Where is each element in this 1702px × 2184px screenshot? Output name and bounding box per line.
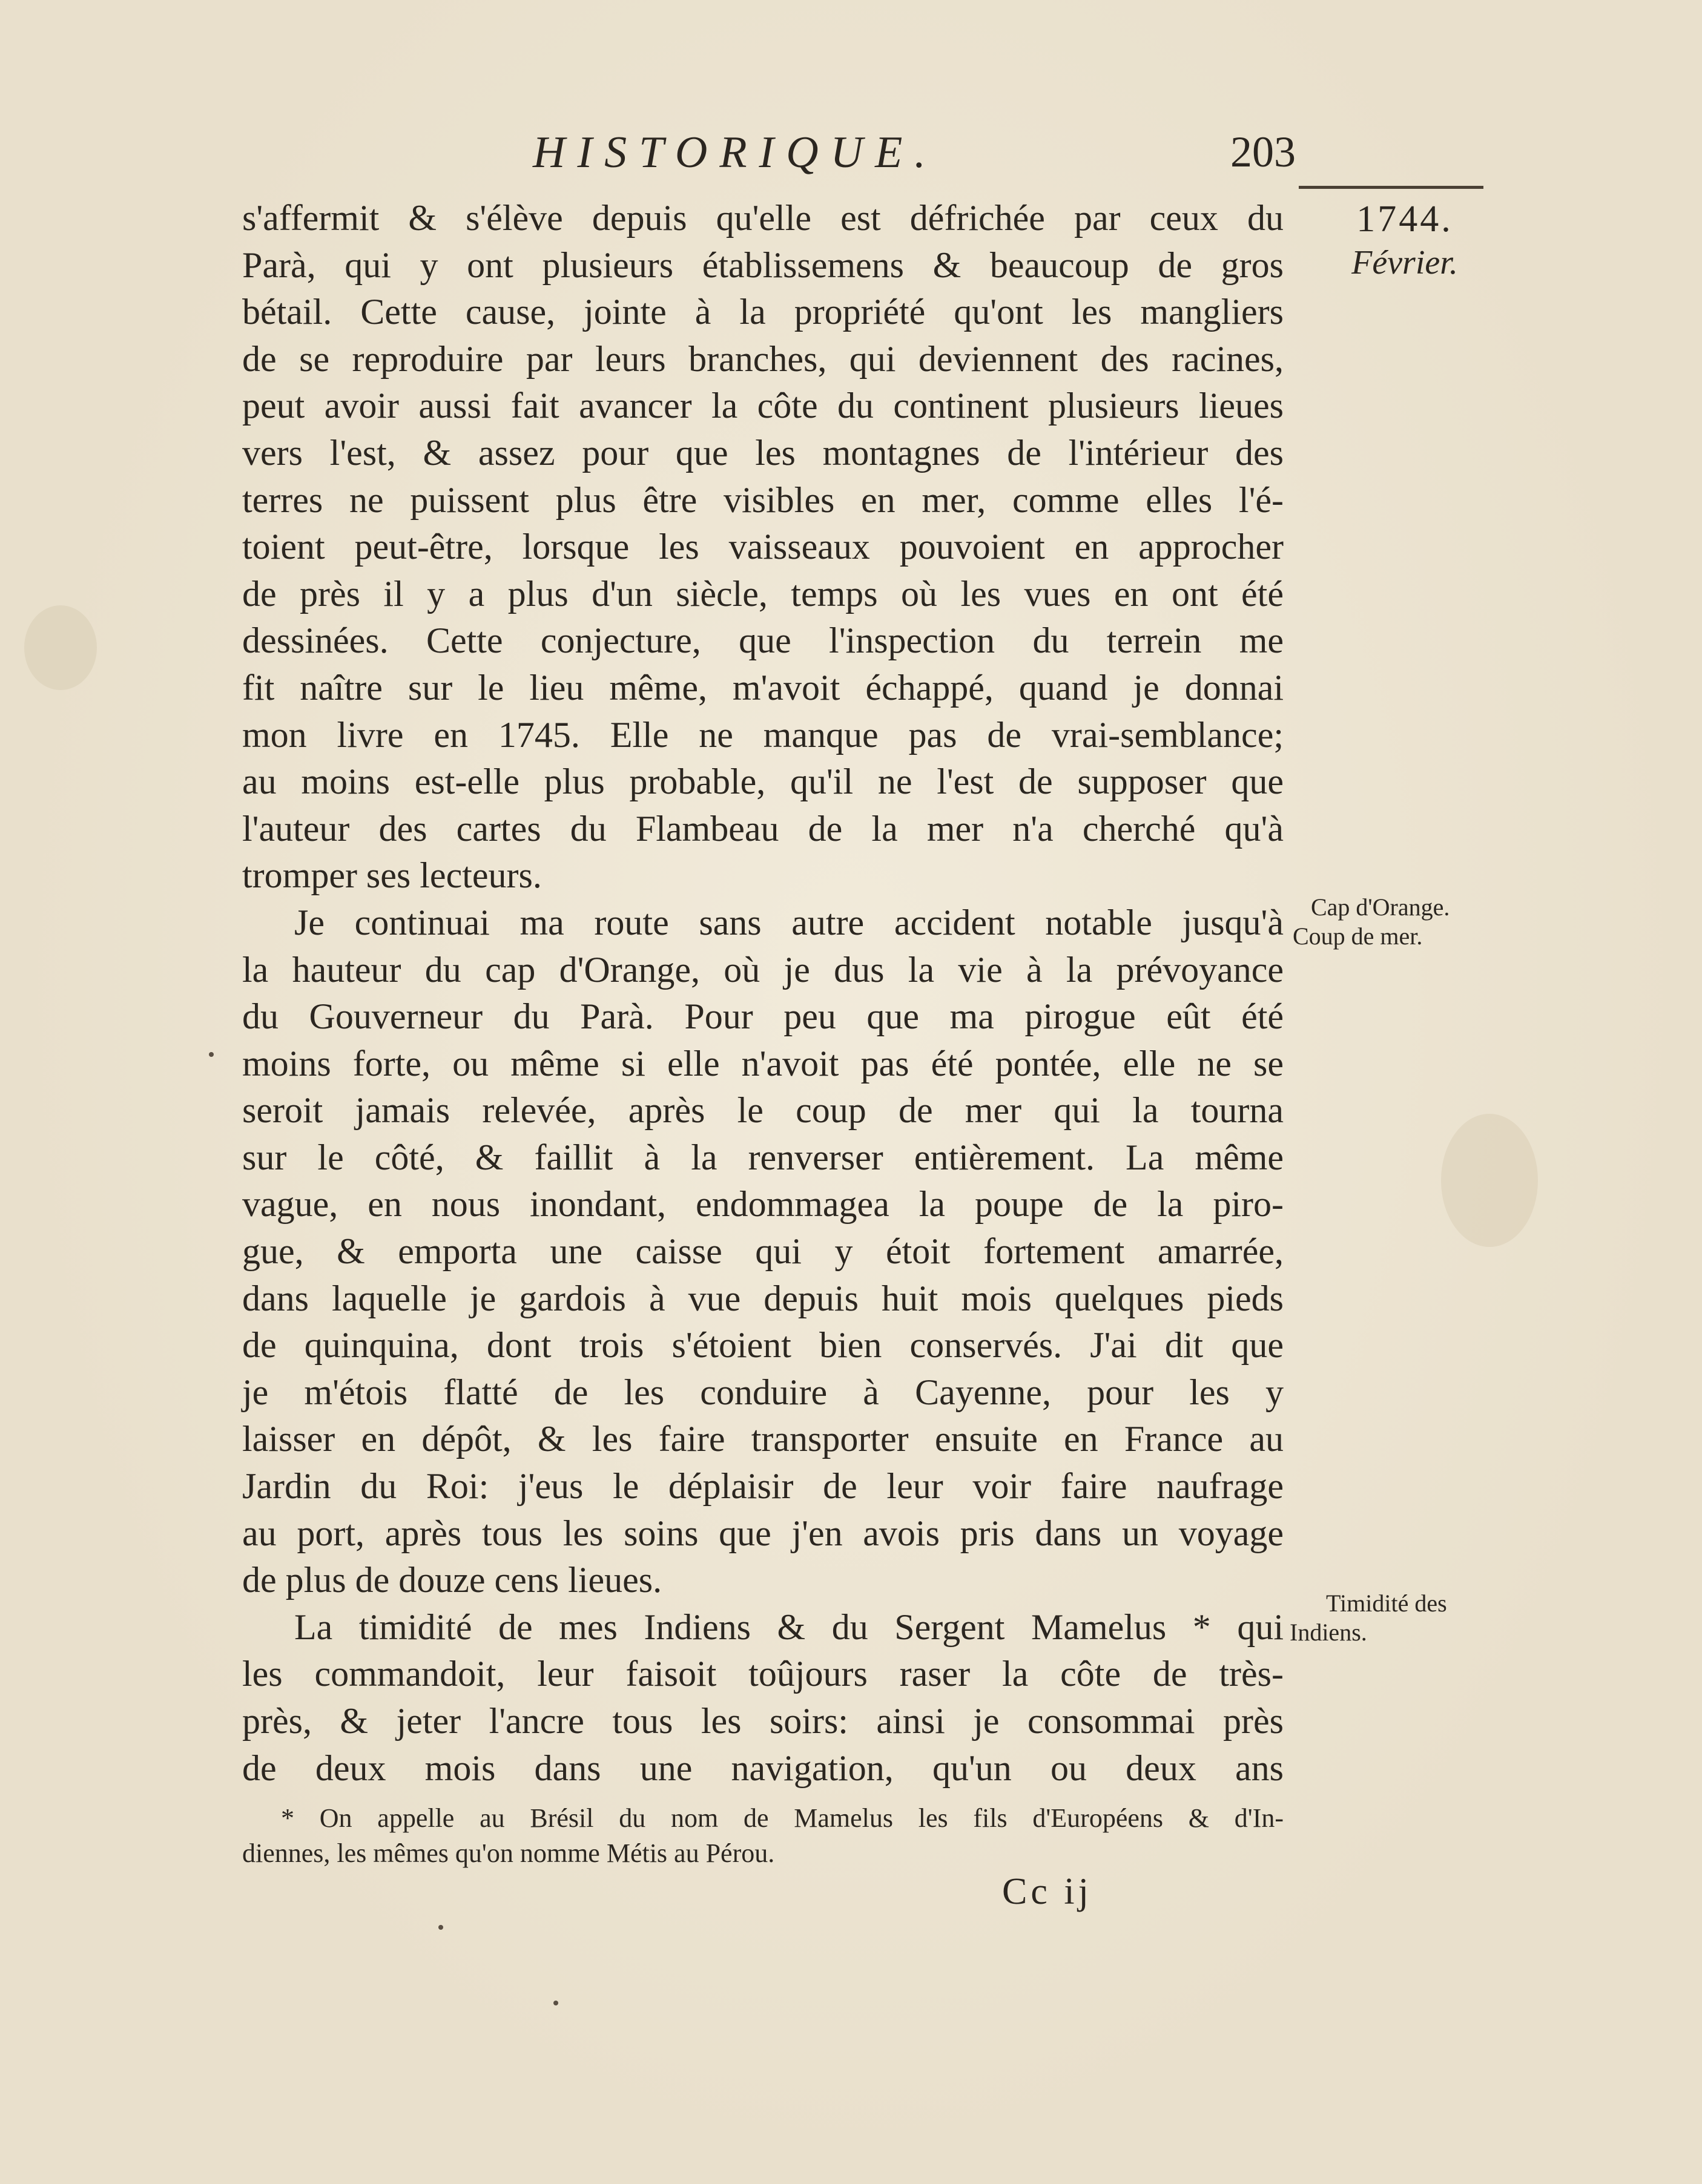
footnote-line: diennes, les mêmes qu'on nomme Métis au Pérou. <box>242 1838 775 1868</box>
page-number: 203 <box>1230 128 1296 176</box>
text-line: toient peut-être, lorsque les vaisseaux pouvoient en approcher <box>242 527 1284 567</box>
footnote-line: * On appelle au Brésil du nom de Mamelus les fils d'Européens & d'In- <box>281 1803 1284 1833</box>
margin-note-line: Coup de mer. <box>1293 923 1423 950</box>
text-line: tromper ses lecteurs. <box>242 855 542 896</box>
text-line: au port, après tous les soins que j'en avois pris dans un voyage <box>242 1513 1284 1553</box>
margin-note-date <box>1326 197 1483 284</box>
text-line: dessinées. Cette conjecture, que l'inspection du terrein me <box>242 620 1284 661</box>
footnote <box>242 1801 1284 1871</box>
text-line: l'auteur des cartes du Flambeau de la mer n'a cherché qu'à <box>242 808 1284 849</box>
text-line: bétail. Cette cause, jointe à la propriété qu'ont les mangliers <box>242 292 1284 332</box>
ink-speck <box>553 2001 558 2005</box>
paragraph-2 <box>242 900 1284 1604</box>
text-line: au moins est-elle plus probable, qu'il ne l'est de supposer que <box>242 761 1284 802</box>
paragraph-1 <box>242 195 1284 900</box>
paper-stain <box>24 605 97 690</box>
text-line: vers l'est, & assez pour que les montagnes de l'intérieur des <box>242 432 1284 473</box>
margin-note-timidite <box>1290 1589 1489 1647</box>
text-line: s'affermit & s'élève depuis qu'elle est défrichée par ceux du <box>242 198 1284 238</box>
text-line: près, & jeter l'ancre tous les soirs: ainsi je consommai près <box>242 1701 1284 1741</box>
text-line: Je continuai ma route sans autre accident notable jusqu'à <box>294 902 1284 942</box>
text-line: mon livre en 1745. Elle ne manque pas de vrai-semblance; <box>242 714 1284 755</box>
text-line: laisser en dépôt, & les faire transporter ensuite en France au <box>242 1419 1284 1459</box>
paragraph-3 <box>242 1604 1284 1792</box>
text-line: la hauteur du cap d'Orange, où je dus la vie à la prévoyance <box>242 949 1284 990</box>
body-text <box>242 195 1284 1792</box>
text-line: les commandoit, leur faisoit toûjours raser la côte de très- <box>242 1654 1284 1694</box>
text-line: Parà, qui y ont plusieurs établissemens & beaucoup de gros <box>242 245 1284 285</box>
text-line: je m'étois flatté de les conduire à Cayenne, pour les y <box>242 1372 1284 1412</box>
signature-mark: Cc ij <box>1002 1871 1092 1912</box>
text-line: peut avoir aussi fait avancer la côte du continent plusieurs lieues <box>242 386 1284 426</box>
text-line: de deux mois dans une navigation, qu'un ou deux ans <box>242 1748 1284 1788</box>
text-line: de près il y a plus d'un siècle, temps où les vues en ont été <box>242 573 1284 614</box>
text-line: fit naître sur le lieu même, m'avoit échappé, quand je donnai <box>242 667 1284 708</box>
text-line: sur le côté, & faillit à la renverser entièrement. La même <box>242 1137 1284 1177</box>
text-line: moins forte, ou même si elle n'avoit pas été pontée, elle ne se <box>242 1043 1284 1084</box>
margin-month: Février. <box>1351 244 1458 281</box>
text-line: du Gouverneur du Parà. Pour peu que ma pirogue eût été <box>242 996 1284 1037</box>
margin-note-line: Cap d'Orange. <box>1311 893 1450 921</box>
ink-speck <box>438 1925 443 1930</box>
text-line: Jardin du Roi: j'eus le déplaisir de leur voir faire naufrage <box>242 1466 1284 1507</box>
margin-note-line: Timidité des <box>1326 1590 1447 1617</box>
ink-speck <box>209 1052 214 1057</box>
text-line: vague, en nous inondant, endommagea la poupe de la piro- <box>242 1184 1284 1225</box>
margin-note-cap-orange <box>1293 893 1486 951</box>
header-rule <box>1299 186 1483 189</box>
running-title: HISTORIQUE. <box>533 128 938 177</box>
paper-stain <box>1441 1114 1538 1247</box>
text-line: de quinquina, dont trois s'étoient bien conservés. J'ai dit que <box>242 1325 1284 1366</box>
margin-year: 1744. <box>1356 199 1453 240</box>
text-line: de se reproduire par leurs branches, qui deviennent des racines, <box>242 338 1284 379</box>
text-line: gue, & emporta une caisse qui y étoit fortement amarrée, <box>242 1231 1284 1272</box>
text-line: dans laquelle je gardois à vue depuis huit mois quelques pieds <box>242 1278 1284 1318</box>
text-line: seroit jamais relevée, après le coup de mer qui la tourna <box>242 1090 1284 1131</box>
text-line: terres ne puissent plus être visibles en mer, comme elles l'é- <box>242 479 1284 520</box>
text-line: La timidité de mes Indiens & du Sergent Mamelus * qui <box>294 1607 1284 1647</box>
text-line: de plus de douze cens lieues. <box>242 1560 662 1600</box>
running-head <box>533 127 1296 194</box>
margin-note-line: Indiens. <box>1290 1619 1367 1646</box>
